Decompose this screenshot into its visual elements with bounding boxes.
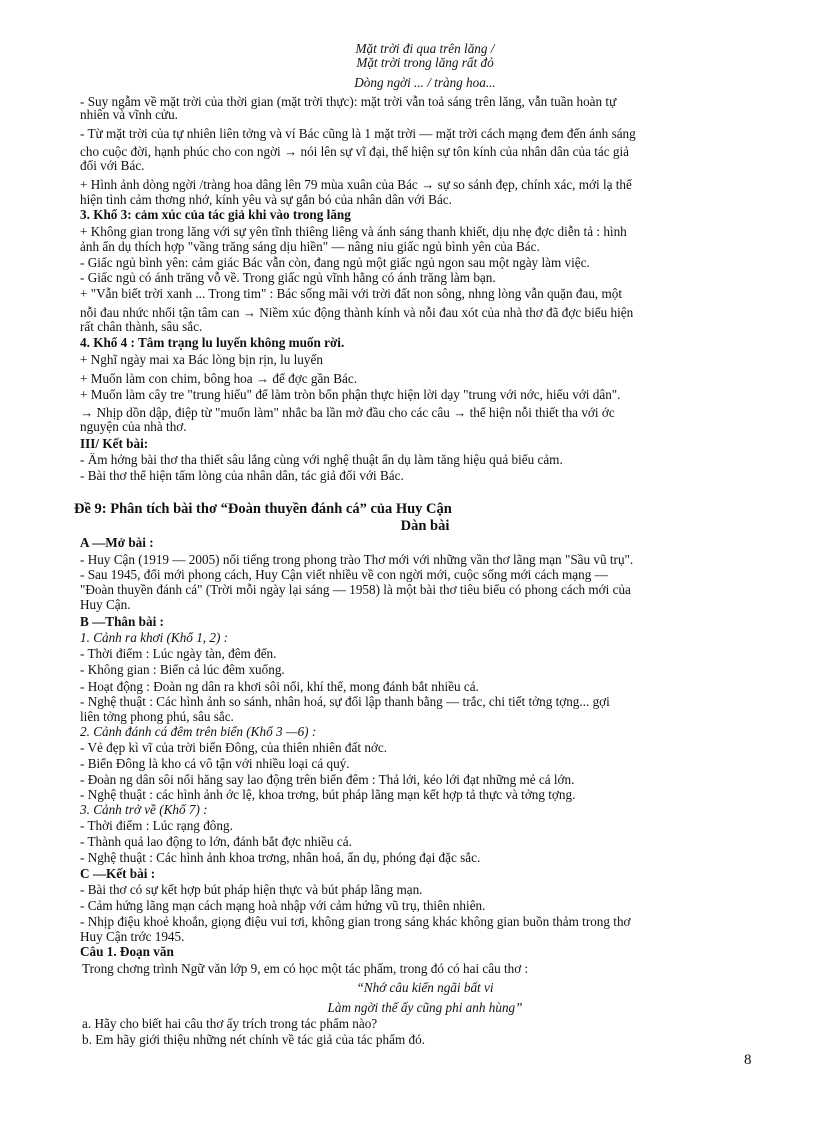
text-line: Làm ngời thế ấy cũng phi anh hùng” [327, 1001, 523, 1015]
text-line: - Hoạt động : Đoàn ng dân ra khơi sôi nổi, khí thế, mong đánh bắt nhiều cá. [80, 680, 479, 694]
text-line: nguyện của nhà thơ. [80, 420, 187, 434]
text-line: + "Vẫn biết trời xanh ... Trong tim" : Bác sống mãi với trời đất non sông, nhng lòng vẫn quặn đau, một [80, 287, 623, 301]
text-line: - Cảm hứng lãng mạn cách mạng hoà nhập với cảm hứng vũ trụ, thiên nhiên. [80, 899, 486, 913]
text-line: 3. Cảnh trở về (Khổ 7) : [80, 803, 208, 817]
text-line: đối với Bác. [80, 159, 145, 173]
text-line: "Đoàn thuyền đánh cá" (Trời mỗi ngày lại sáng — 1958) là một bài thơ tiêu biểu có phong cách mới của [80, 583, 631, 597]
text-line: Mặt trời đi qua trên lăng / [355, 42, 495, 56]
text-line: - Thời điểm : Lúc rạng đông. [80, 819, 233, 833]
page-number: 8 [744, 1052, 752, 1068]
text-line: - Huy Cận (1919 — 2005) nổi tiếng trong phong trào Thơ mới với những vần thơ lãng mạn "Sầu vũ trụ". [80, 553, 634, 567]
text-line: A —Mở bài : [80, 536, 154, 550]
text-line: - Nghệ thuật : các hình ảnh ớc lệ, khoa trơng, bút pháp lãng mạn kết hợp tả thực và tởng tợng. [80, 788, 576, 802]
text-line: - Nhịp điệu khoẻ khoắn, giọng điệu vui tơi, không gian trong sáng khác không gian buồn thảm trong thơ [80, 915, 631, 929]
text-line: Huy Cận. [80, 598, 131, 612]
text-line: - Không gian : Biển cả lúc đêm xuống. [80, 663, 285, 677]
text-line: hiện tình cảm thơng nhớ, kính yêu và sự gắn bó của nhân dân với Bác. [80, 193, 452, 207]
text-line: 2. Cảnh đánh cá đêm trên biển (Khổ 3 —6) : [80, 725, 317, 739]
text-line: C —Kết bài : [80, 867, 156, 881]
text-line: nhiên và vĩnh cửu. [80, 108, 178, 122]
text-line: + Không gian trong lăng với sự yên tĩnh thiêng liêng và ánh sáng thanh khiết, dịu nhẹ đợc diễn tả : hình [80, 225, 627, 239]
text-line: - Sau 1945, đổi mới phong cách, Huy Cận viết nhiều về con ngời mới, cuộc sống mới cách mạng — [80, 568, 608, 582]
text-line: Dàn bài [400, 519, 450, 533]
text-line: “Nhớ câu kiến ngãi bất vi [356, 981, 494, 995]
text-line: + Nghĩ ngày mai xa Bác lòng bịn rịn, lu luyến [80, 353, 323, 367]
text-line: Huy Cận trớc 1945. [80, 930, 185, 944]
text-line: 4. Khổ 4 : Tâm trạng lu luyến không muốn rời. [80, 336, 345, 350]
text-line: III/ Kết bài: [80, 437, 149, 451]
text-line: B —Thân bài : [80, 615, 164, 629]
text-line: - Giấc ngủ có ánh trăng vỗ về. Trong giấc ngủ vĩnh hằng có ánh trăng làm bạn. [80, 271, 496, 285]
text-line: - Từ mặt trời của tự nhiên liên tởng và ví Bác cũng là 1 mặt trời — mặt trời cách mạng đem đến ánh sáng [80, 127, 636, 141]
text-line: nỗi đau nhức nhối tận tâm can → Niềm xúc động thành kính và nỗi đau xót của nhà thơ đã đợc biểu hiện [80, 306, 634, 320]
text-line: liên tởng phong phú, sâu sắc. [80, 710, 234, 724]
text-line: Mặt trời trong lăng rất đỏ [356, 56, 494, 70]
text-line: - Nghệ thuật : Các hình ảnh so sánh, nhân hoá, sự đối lập thanh bằng — trắc, chi tiết tởng tợng... gợi [80, 695, 610, 709]
text-line: 1. Cảnh ra khơi (Khổ 1, 2) : [80, 631, 229, 645]
text-line: → Nhịp dồn dập, điệp từ "muốn làm" nhắc ba lần mở đầu cho các câu → thể hiện nỗi thiết tha với ớc [80, 406, 615, 420]
text-line: - Vẻ đẹp kì vĩ của trời biển Đông, của thiên nhiên đất nớc. [80, 741, 388, 755]
text-line: 3. Khổ 3: cảm xúc của tác giả khi vào trong lăng [80, 208, 351, 222]
text-line: + Muốn làm con chim, bông hoa → để đợc gần Bác. [80, 372, 358, 386]
text-line: - Biển Đông là kho cá vô tận với nhiều loại cá quý. [80, 757, 350, 771]
text-line: a. Hãy cho biết hai câu thơ ấy trích trong tác phẩm nào? [82, 1017, 378, 1031]
text-line: Trong chơng trình Ngữ văn lớp 9, em có học một tác phẩm, trong đó có hai câu thơ : [82, 962, 529, 976]
text-line: - Nghệ thuật : Các hình ảnh khoa trơng, nhân hoá, ẩn dụ, phóng đại đặc sắc. [80, 851, 481, 865]
text-line: - Thành quả lao động to lớn, đánh bắt đợc nhiều cá. [80, 835, 352, 849]
text-line: cho cuộc đời, hạnh phúc cho con ngời → nói lên sự vĩ đại, thể hiện sự tôn kính của nhân dân của tác giả [80, 145, 630, 159]
text-line: - Âm hởng bài thơ tha thiết sâu lắng cùng với nghệ thuật ẩn dụ làm tăng hiệu quả biểu cảm. [80, 453, 563, 467]
text-line: - Suy ngẫm về mặt trời của thời gian (mặt trời thực): mặt trời vẫn toả sáng trên lăng, vẫn tuần hoàn tự [80, 95, 617, 109]
text-line: rất chân thành, sâu sắc. [80, 320, 203, 334]
text-line: - Thời điểm : Lúc ngày tàn, đêm đến. [80, 647, 277, 661]
text-line: - Bài thơ có sự kết hợp bút pháp hiện thực và bút pháp lãng mạn. [80, 883, 423, 897]
text-line: Câu 1. Đoạn văn [80, 945, 174, 959]
text-line: - Bài thơ thể hiện tấm lòng của nhân dân, tác giả đối với Bác. [80, 469, 404, 483]
text-line: b. Em hãy giới thiệu những nét chính về tác giả của tác phẩm đó. [82, 1033, 425, 1047]
text-line: Dòng ngời ... / tràng hoa... [354, 76, 496, 90]
text-line: ảnh ẩn dụ thích hợp "vầng trăng sáng dịu hiền" — nâng niu giấc ngủ bình yên của Bác. [80, 240, 540, 254]
text-line: + Muốn làm cây tre "trung hiếu" để làm tròn bổn phận thực hiện lời dạy "trung với nớc, hiếu với dân". [80, 388, 621, 402]
text-line: Đề 9: Phân tích bài thơ “Đoàn thuyền đánh cá” của Huy Cận [74, 502, 452, 516]
text-line: - Đoàn ng dân sôi nổi hăng say lao động trên biển đêm : Thả lới, kéo lới đạt những mẻ cá lớn. [80, 773, 575, 787]
text-line: - Giấc ngủ bình yên: cảm giác Bác vẫn còn, đang ngủ một giấc ngủ ngon sau một ngày làm việc. [80, 256, 590, 270]
text-line: + Hình ảnh dòng ngời /tràng hoa dâng lên 79 mùa xuân của Bác → sự so sánh đẹp, chính xác, mới lạ thể [80, 178, 632, 192]
